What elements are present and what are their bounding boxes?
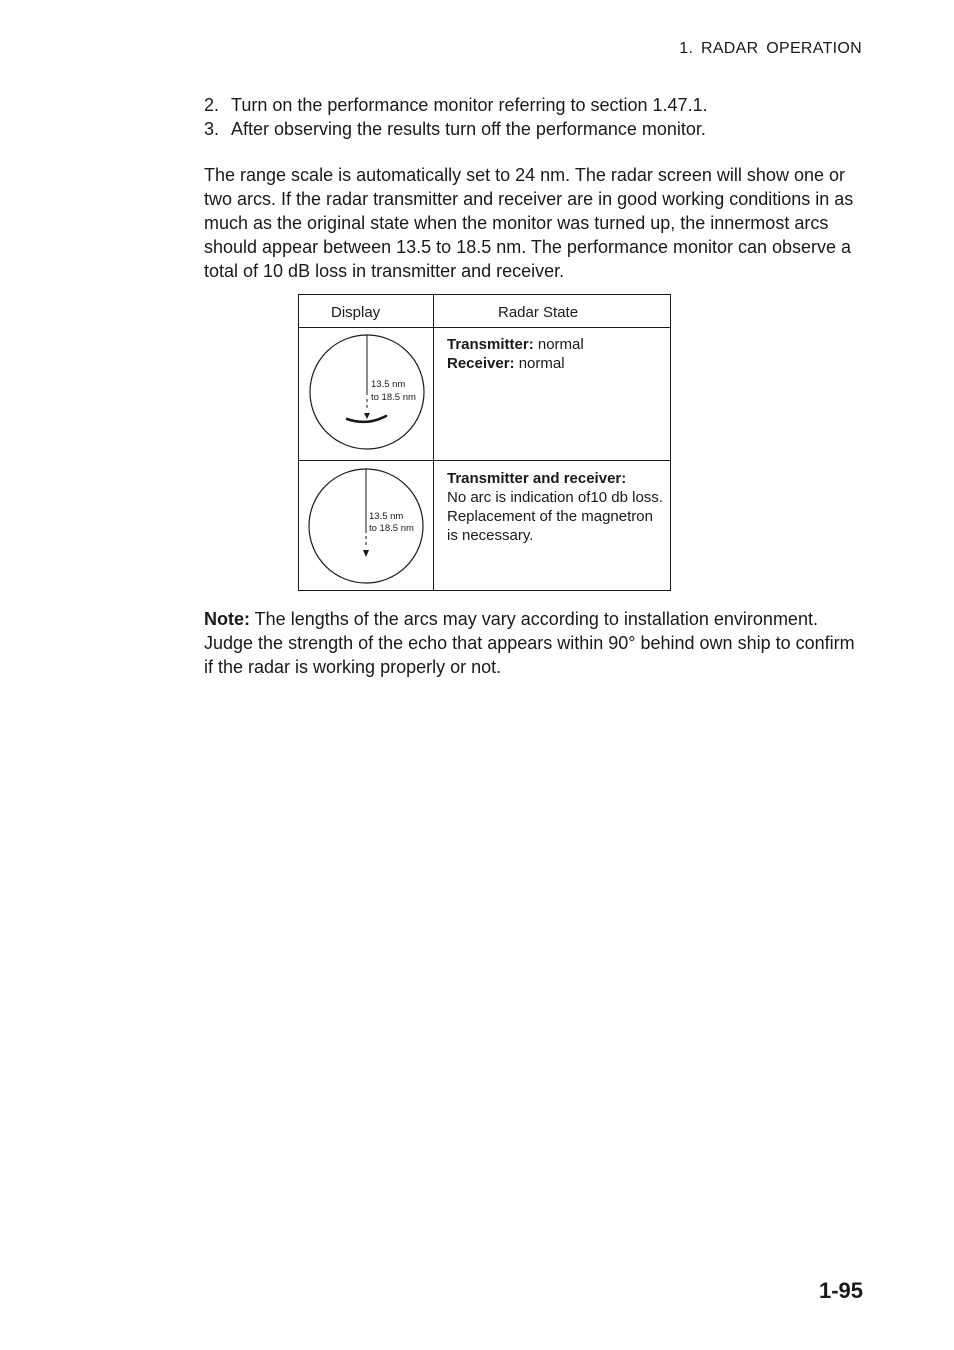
note-text: The lengths of the arcs may vary according to installation environment. Judge the strength of the echo that appears within 90° behind own ship to confirm if the radar is working properly or not. <box>204 609 855 677</box>
row-divider <box>299 327 670 328</box>
arrow-down-icon <box>364 413 370 419</box>
transmitter-label: Transmitter: <box>447 336 534 353</box>
note-label: Note: <box>204 609 250 629</box>
radar-display-no-arc <box>306 467 426 587</box>
note-paragraph <box>204 607 866 679</box>
radar-state-normal <box>447 335 663 373</box>
arrow-down-icon <box>363 550 369 557</box>
row-divider <box>299 460 670 461</box>
radar-display-normal <box>307 333 427 453</box>
page-number: 1-95 <box>818 1278 863 1303</box>
transmitter-receiver-label: Transmitter and receiver: <box>447 470 627 487</box>
running-header: 1. RADAR OPERATION <box>679 40 862 57</box>
column-divider <box>433 295 434 590</box>
range-label-line2: to 18.5 nm <box>369 523 414 534</box>
radar-state-table <box>298 294 671 591</box>
radar-state-loss <box>447 469 663 545</box>
receiver-value: normal <box>514 355 565 372</box>
step-number: 2. <box>204 95 220 115</box>
receiver-label: Receiver: <box>447 355 515 372</box>
column-header-display: Display <box>331 304 381 321</box>
transmitter-value: normal <box>533 336 584 353</box>
step-number: 3. <box>204 119 220 139</box>
range-label-line1: 13.5 nm <box>371 379 406 390</box>
step-item <box>204 93 864 117</box>
loss-description: No arc is indication of10 db loss. Replacement of the magnetron is necessary. <box>447 489 663 544</box>
step-text: Turn on the performance monitor referring to section 1.47.1. <box>231 95 708 115</box>
step-list <box>204 93 864 141</box>
column-header-radar-state: Radar State <box>498 304 579 321</box>
body-paragraph: The range scale is automatically set to 24 nm. The radar screen will show one or two arcs. If the radar transmitter and receiver are in good working conditions in as much as the original state when the monitor was turned up, the innermost arcs should appear between 13.5 to 18.5 nm. The performance monitor can observe a total of 10 dB loss in transmitter and receiver. <box>204 165 854 281</box>
range-label-line1: 13.5 nm <box>369 511 404 522</box>
step-text: After observing the results turn off the performance monitor. <box>231 119 706 139</box>
range-label-line2: to 18.5 nm <box>371 392 416 403</box>
step-item <box>204 117 864 141</box>
